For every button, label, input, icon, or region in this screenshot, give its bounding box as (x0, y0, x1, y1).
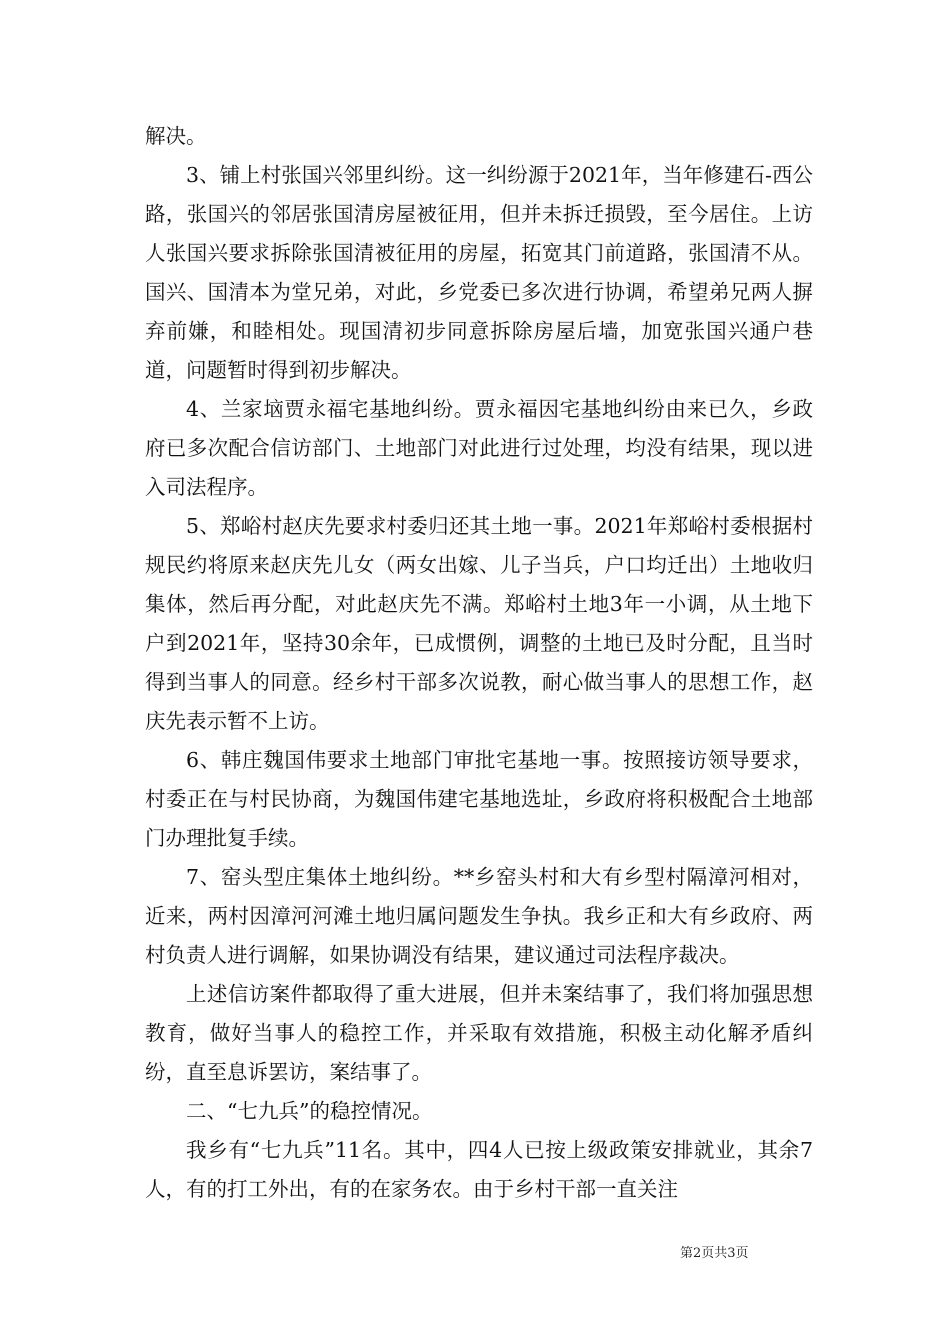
paragraph-item-3: 3、铺上村张国兴邻里纠纷。这一纠纷源于2021年，当年修建石-西公路，张国兴的邻居张国清房屋被征用，但并未拆迁损毁，至今居住。上访人张国兴要求拆除张国清被征用的房屋，拓宽其门前道路，张国清不从。国兴、国清本为堂兄弟，对此，乡党委已多次进行协调，希望弟兄两人摒弃前嫌，和睦相处。现国清初步同意拆除房屋后墙，加宽张国兴通户巷道，问题暂时得到初步解决。 (145, 163, 813, 382)
paragraph-item-6: 6、韩庄魏国伟要求土地部门审批宅基地一事。按照接访领导要求，村委正在与村民协商，为魏国伟建宅基地选址，乡政府将积极配合土地部门办理批复手续。 (145, 748, 813, 850)
paragraph-continuation: 解决。 (145, 124, 207, 148)
paragraph-summary: 上述信访案件都取得了重大进展，但并未案结事了，我们将加强思想教育，做好当事人的稳控工作，并采取有效措施，积极主动化解矛盾纠纷，直至息诉罢访，案结事了。 (145, 982, 813, 1084)
paragraph-item-4: 4、兰家垴贾永福宅基地纠纷。贾永福因宅基地纠纷由来已久，乡政府已多次配合信访部门、土地部门对此进行过处理，均没有结果，现以进入司法程序。 (145, 397, 813, 499)
document-body (145, 117, 813, 1209)
section-heading: 二、“七九兵”的稳控情况。 (186, 1099, 433, 1123)
page-number-footer: 第2页共3页 (680, 1246, 749, 1261)
paragraph-item-7: 7、窑头型庄集体土地纠纷。**乡窑头村和大有乡型村隔漳河相对，近来，两村因漳河河滩土地归属问题发生争执。我乡正和大有乡政府、两村负责人进行调解，如果协调没有结果，建议通过司法程序裁决。 (145, 865, 813, 967)
paragraph-veterans: 我乡有“七九兵”11名。其中，四4人已按上级政策安排就业，其余7人，有的打工外出，有的在家务农。由于乡村干部一直关注 (145, 1138, 813, 1201)
paragraph-item-5: 5、郑峪村赵庆先要求村委归还其土地一事。2021年郑峪村委根据村规民约将原来赵庆先儿女（两女出嫁、儿子当兵，户口均迁出）土地收归集体，然后再分配，对此赵庆先不满。郑峪村土地3年一小调，从土地下户到2021年，坚持30余年，已成惯例，调整的土地已及时分配，且当时得到当事人的同意。经乡村干部多次说教，耐心做当事人的思想工作，赵庆先表示暂不上访。 (145, 514, 813, 733)
